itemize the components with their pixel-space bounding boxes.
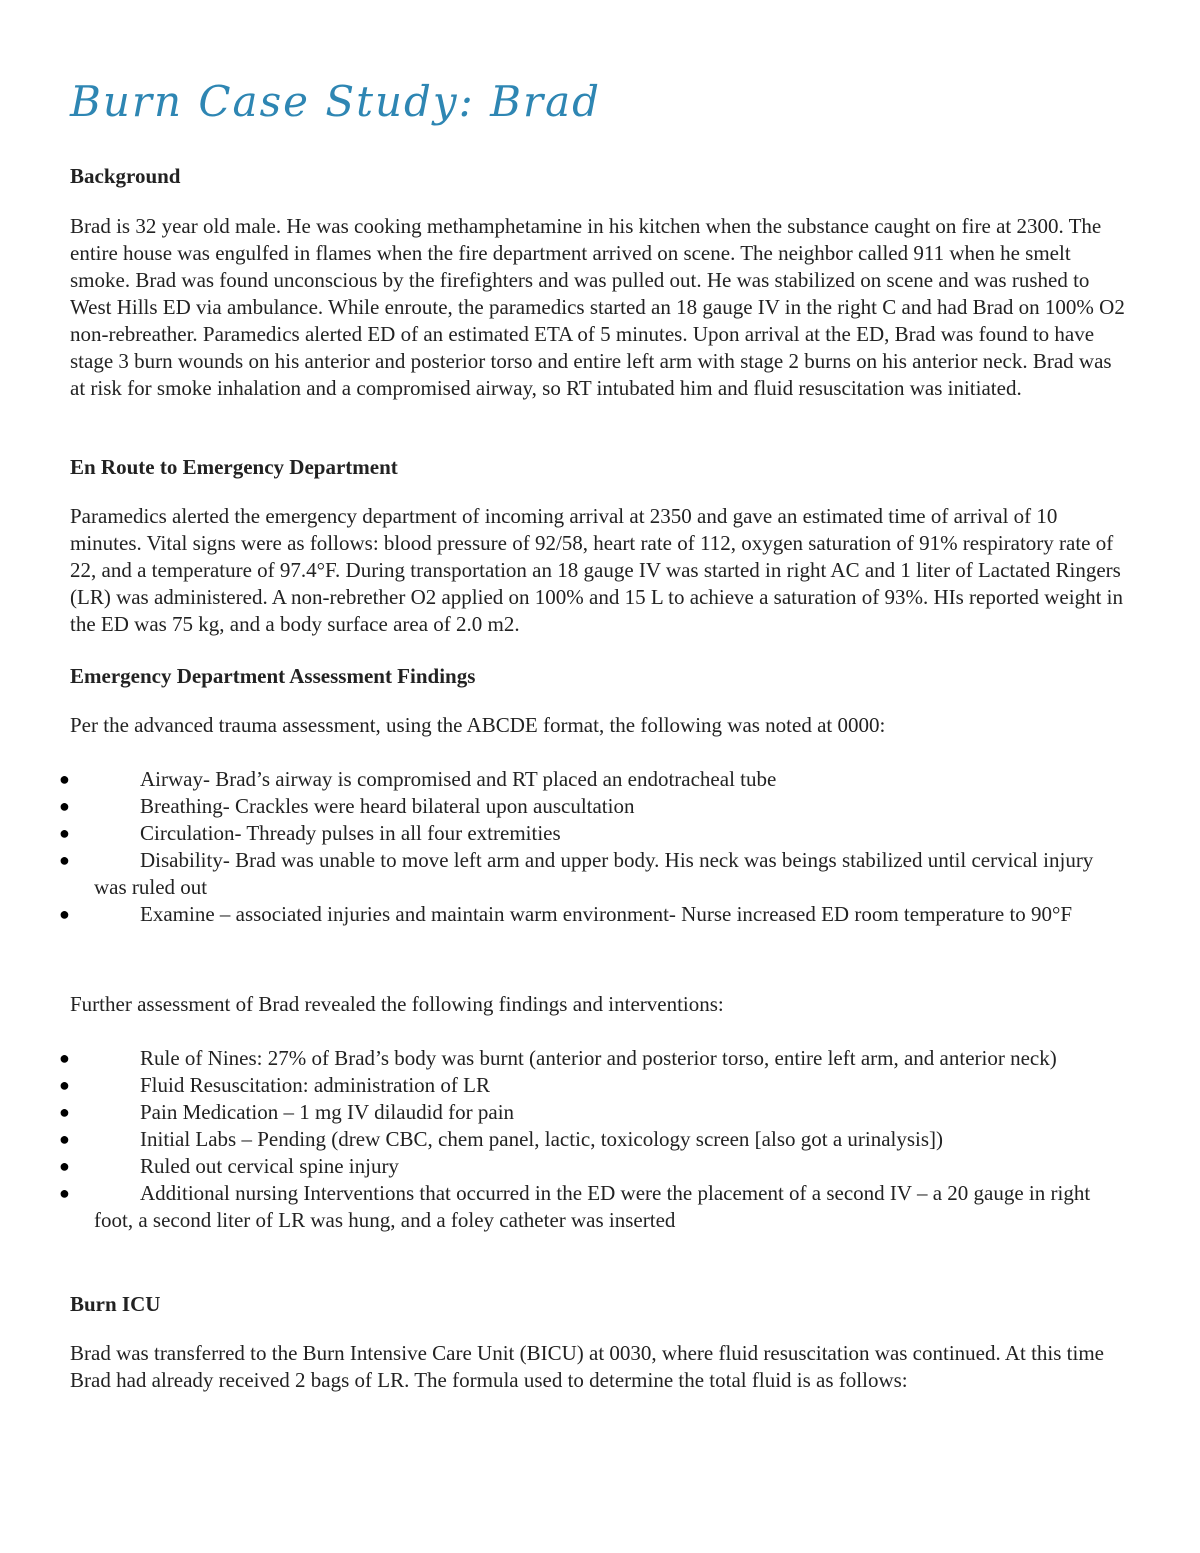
list-item: ● Circulation- Thready pulses in all four extremities <box>59 821 561 845</box>
bullet-icon: ● <box>59 1075 70 1095</box>
list-item: ● Initial Labs – Pending (drew CBC, chem panel, lactic, toxicology screen [also got a urinalysis]) <box>59 1127 944 1151</box>
list-item: ● Disability- Brad was unable to move left arm and upper body. His neck was beings stabilized until cervical injury was ruled out <box>59 848 1094 899</box>
list-item: ● Breathing- Crackles were heard bilateral upon auscultation <box>59 794 635 818</box>
bullet-icon: ● <box>59 904 70 924</box>
further-list <box>59 1045 1130 1234</box>
list-item: ● Additional nursing Interventions that occurred in the ED were the placement of a second IV – a 20 gauge in right foot, a second liter of LR was hung, and a foley catheter was inserted <box>59 1181 1091 1232</box>
list-item: ● Ruled out cervical spine injury <box>59 1154 399 1178</box>
abcde-list <box>59 766 1130 928</box>
bullet-icon: ● <box>59 1102 70 1122</box>
list-item: ● Pain Medication – 1 mg IV dilaudid for pain <box>59 1100 515 1124</box>
list-item: ● Airway- Brad’s airway is compromised and RT placed an endotracheal tube <box>59 767 777 791</box>
abcde-intro: Per the advanced trauma assessment, using the ABCDE format, the following was noted at 0000: <box>70 713 886 737</box>
list-item: ● Fluid Resuscitation: administration of LR <box>59 1073 490 1097</box>
bullet-icon: ● <box>59 769 70 789</box>
list-item: ● Rule of Nines: 27% of Brad’s body was burnt (anterior and posterior torso, entire left arm, and anterior neck) <box>59 1046 1057 1070</box>
bullet-icon: ● <box>59 823 70 843</box>
bullet-icon: ● <box>59 796 70 816</box>
bullet-icon: ● <box>59 1048 70 1068</box>
burn-icu-heading: Burn ICU <box>70 1292 161 1316</box>
background-paragraph: Brad is 32 year old male. He was cooking methamphetamine in his kitchen when the substance caught on fire at 2300. The entire house was engulfed in flames when the fire department arrived on scene. The neighbor called 911 when he smelt smoke. Brad was found unconscious by the firefighters and was pulled out. He was stabilized on scene and was rushed to West Hills ED via ambulance. While enroute, the paramedics started an 18 gauge IV in the right C and had Brad on 100% O2 non-rebreather. Paramedics alerted ED of an estimated ETA of 5 minutes. Upon arrival at the ED, Brad was found to have stage 3 burn wounds on his anterior and posterior torso and entire left arm with stage 2 burns on his anterior neck. Brad was at risk for smoke inhalation and a compromised airway, so RT intubated him and fluid resuscitation was initiated. <box>70 214 1125 400</box>
bullet-icon: ● <box>59 850 70 870</box>
enroute-paragraph: Paramedics alerted the emergency department of incoming arrival at 2350 and gave an estimated time of arrival of 10 minutes. Vital signs were as follows: blood pressure of 92/58, heart rate of 112, oxygen saturation of 91% respiratory rate of 22, and a temperature of 97.4°F. During transportation an 18 gauge IV was started in right AC and 1 liter of Lactated Ringers (LR) was administered. A non-rebrether O2 applied on 100% and 15 L to achieve a saturation of 93%. HIs reported weight in the ED was 75 kg, and a body surface area of 2.0 m2. <box>70 504 1124 636</box>
enroute-heading: En Route to Emergency Department <box>70 455 398 479</box>
bullet-icon: ● <box>59 1156 70 1176</box>
document-title: Burn Case Study: Brad <box>70 77 602 126</box>
bullet-icon: ● <box>59 1183 70 1203</box>
list-item: ● Examine – associated injuries and maintain warm environment- Nurse increased ED room temperature to 90°F <box>59 902 1073 926</box>
burn-icu-paragraph: Brad was transferred to the Burn Intensive Care Unit (BICU) at 0030, where fluid resuscitation was continued. At this time Brad had already received 2 bags of LR. The formula used to determine the total fluid is as follows: <box>70 1341 1105 1392</box>
further-intro: Further assessment of Brad revealed the following findings and interventions: <box>70 992 724 1016</box>
ed-assessment-heading: Emergency Department Assessment Findings <box>70 664 476 688</box>
bullet-icon: ● <box>59 1129 70 1149</box>
background-heading: Background <box>70 164 181 188</box>
